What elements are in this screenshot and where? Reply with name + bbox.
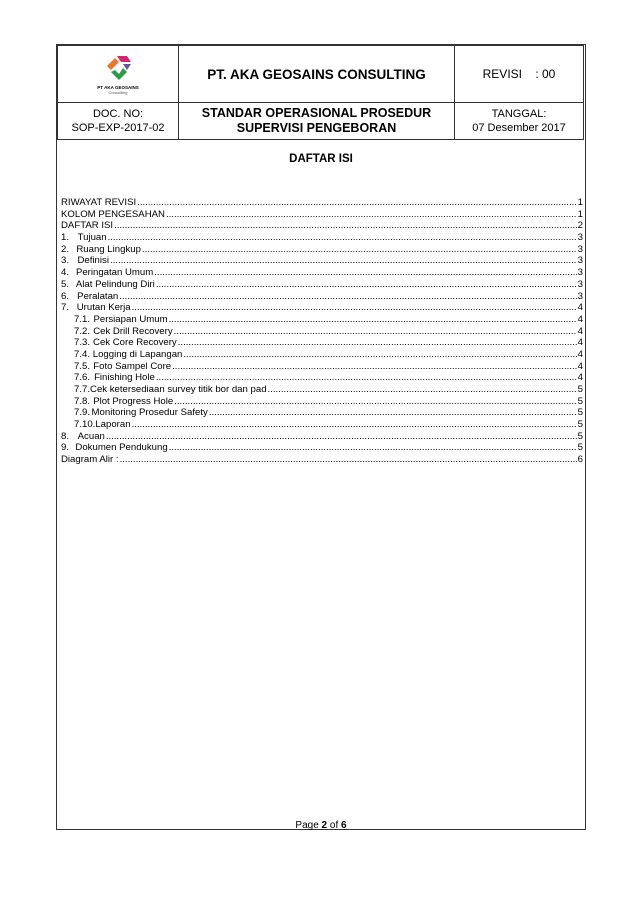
toc-leader-dots (174, 326, 577, 338)
toc-leader-dots (108, 232, 577, 244)
toc-entry-page: 4 (577, 337, 583, 349)
toc-entry-page: 5 (577, 407, 583, 419)
toc-entry-number: 7.8. (74, 395, 91, 407)
page-prefix: Page (295, 820, 319, 831)
logo-subtitle: Consulting (108, 89, 128, 95)
toc-entry-title: Laporan (95, 419, 131, 431)
toc-entry-page: 3 (577, 255, 583, 267)
table-of-contents (61, 197, 583, 466)
toc-entry-number: 9. (61, 442, 70, 454)
toc-entry-title: DAFTAR ISI (61, 220, 114, 232)
toc-entry[interactable] (61, 337, 583, 349)
toc-entry[interactable] (61, 349, 583, 361)
toc-entry-title: Diagram Alir : (61, 454, 119, 466)
toc-entry-number: 7.3. (74, 337, 91, 349)
toc-entry[interactable] (61, 267, 583, 279)
toc-entry[interactable] (61, 442, 583, 454)
toc-leader-dots (156, 279, 577, 291)
toc-entry[interactable] (61, 407, 583, 419)
toc-leader-dots (169, 314, 577, 326)
toc-entry-number: 8. (61, 430, 70, 442)
toc-leader-dots (110, 255, 577, 267)
toc-entry-page: 4 (577, 372, 583, 384)
toc-entry[interactable] (61, 302, 583, 314)
toc-leader-dots (178, 337, 577, 349)
toc-entry[interactable] (61, 419, 583, 431)
toc-entry-title: Alat Pelindung Diri (75, 278, 155, 290)
toc-entry[interactable] (61, 209, 583, 221)
page-of: of (329, 820, 339, 831)
toc-entry[interactable] (61, 396, 583, 408)
logo-name: PT AKA GEOSAINS (97, 84, 139, 90)
revision-cell (455, 46, 584, 103)
toc-leader-dots (132, 419, 577, 431)
toc-entry-page: 5 (577, 442, 583, 454)
toc-entry-title: Cek ketersediaan survey titik bor dan pad (90, 384, 267, 395)
page-total: 6 (341, 820, 347, 831)
toc-entry-title: RIWAYAT REVISI (61, 197, 137, 208)
toc-leader-dots (154, 267, 576, 279)
toc-leader-dots (268, 384, 577, 396)
sop-title-line1: STANDAR OPERASIONAL PROSEDUR (201, 106, 432, 120)
toc-entry-number: 7.1. (74, 313, 91, 325)
toc-leader-dots (132, 302, 577, 314)
toc-entry[interactable] (61, 326, 583, 338)
toc-entry-page: 2 (577, 220, 583, 232)
toc-entry-title: Peralatan (77, 290, 119, 302)
toc-entry-page: 5 (577, 395, 583, 407)
toc-leader-dots (114, 220, 577, 232)
toc-entry-page: 5 (577, 419, 583, 431)
toc-entry-title: Logging di Lapangan (92, 348, 183, 360)
sop-title-line2: SUPERVISI PENGEBORAN (236, 121, 397, 135)
toc-entry[interactable] (61, 291, 583, 303)
toc-entry-title: Definisi (77, 255, 109, 267)
toc-entry-title: Plot Progress Hole (93, 395, 174, 407)
toc-entry[interactable] (61, 279, 583, 291)
toc-entry-number: 7.2. (74, 325, 91, 337)
toc-entry-page: 3 (577, 290, 583, 302)
company-logo-icon (101, 54, 135, 84)
toc-entry-page: 3 (577, 278, 583, 290)
date-label: TANGGAL: (491, 108, 547, 120)
toc-entry-number: 7.6. (74, 372, 91, 384)
toc-leader-dots (137, 197, 576, 209)
toc-leader-dots (209, 407, 577, 419)
toc-entry-title: Cek Core Recovery (93, 337, 177, 349)
toc-entry-number: 7.4. (74, 348, 91, 360)
toc-entry-title: Dokumen Pendukung (75, 442, 168, 454)
toc-entry-number: 7.10. (74, 419, 96, 431)
sop-title-cell (179, 103, 455, 140)
toc-entry-title: Monitoring Prosedur Safety (91, 407, 208, 419)
toc-entry-number: 7.5. (74, 360, 91, 372)
toc-leader-dots (106, 431, 577, 443)
toc-entry-title: KOLOM PENGESAHAN (61, 208, 165, 220)
document-header (57, 45, 584, 140)
toc-entry-page: 3 (577, 243, 583, 255)
toc-entry-number: 4. (61, 267, 70, 279)
doc-number-label: DOC. NO: (92, 108, 144, 120)
toc-entry-title: Finishing Hole (94, 372, 155, 384)
toc-leader-dots (172, 361, 577, 373)
toc-entry-page: 4 (577, 313, 583, 325)
toc-entry[interactable] (61, 384, 583, 396)
toc-entry-page: 3 (577, 232, 583, 244)
toc-entry[interactable] (61, 197, 583, 209)
toc-leader-dots (174, 396, 576, 408)
toc-entry[interactable] (61, 232, 583, 244)
toc-entry-page: 1 (577, 197, 583, 208)
toc-entry-title: Peringatan Umum (75, 267, 154, 279)
toc-leader-dots (119, 291, 576, 303)
date-cell (455, 103, 584, 140)
company-name: PT. AKA GEOSAINS CONSULTING (179, 46, 455, 103)
toc-entry-number: 7.7. (74, 384, 91, 395)
toc-entry-page: 6 (577, 454, 583, 466)
company-logo (58, 54, 178, 95)
revision-label: REVISI (482, 67, 522, 81)
doc-number-cell (58, 103, 179, 140)
toc-leader-dots (120, 454, 577, 466)
toc-entry-title: Foto Sampel Core (93, 360, 172, 372)
toc-leader-dots (166, 209, 577, 221)
toc-leader-dots (156, 372, 577, 384)
toc-entry[interactable] (61, 255, 583, 267)
toc-entry-title: Cek Drill Recovery (93, 325, 173, 337)
toc-entry-page: 4 (577, 360, 583, 372)
date-value: 07 Desember 2017 (472, 122, 566, 134)
toc-entry-title: Ruang Lingkup (76, 243, 141, 255)
toc-entry-title: Tujuan (77, 232, 107, 244)
toc-entry[interactable] (61, 314, 583, 326)
toc-entry[interactable] (61, 244, 583, 256)
toc-entry[interactable] (61, 361, 583, 373)
document-frame (56, 44, 586, 830)
toc-entry-number: 1. (61, 232, 70, 244)
toc-entry-page: 4 (577, 325, 583, 337)
toc-entry-number: 7.9. (74, 407, 91, 419)
toc-entry-number: 6. (61, 290, 70, 302)
toc-entry-title: Persiapan Umum (93, 313, 168, 325)
toc-entry-number: 3. (61, 255, 70, 267)
toc-entry-title: Acuan (77, 430, 105, 442)
revision-value: : 00 (535, 67, 556, 81)
toc-entry-page: 3 (577, 267, 583, 279)
toc-entry-number: 7. (61, 302, 70, 314)
toc-entry-page: 4 (577, 302, 583, 314)
toc-entry-title: Urutan Kerja (76, 302, 131, 314)
toc-entry-number: 2. (61, 243, 70, 255)
toc-entry-page: 4 (577, 348, 583, 360)
toc-leader-dots (183, 349, 576, 361)
toc-entry-number: 5. (61, 278, 70, 290)
logo-cell (58, 46, 179, 103)
doc-number-value: SOP-EXP-2017-02 (71, 122, 165, 134)
toc-entry-page: 1 (577, 208, 583, 220)
toc-entry-page: 5 (577, 430, 583, 442)
toc-title: DAFTAR ISI (289, 153, 353, 165)
toc-leader-dots (169, 442, 577, 454)
page-current: 2 (321, 820, 328, 831)
toc-leader-dots (142, 244, 577, 256)
toc-entry[interactable] (61, 431, 583, 443)
toc-entry-page: 5 (577, 384, 583, 395)
toc-entry[interactable] (61, 454, 583, 466)
page-footer (57, 820, 585, 831)
toc-entry[interactable] (61, 220, 583, 232)
toc-entry[interactable] (61, 372, 583, 384)
